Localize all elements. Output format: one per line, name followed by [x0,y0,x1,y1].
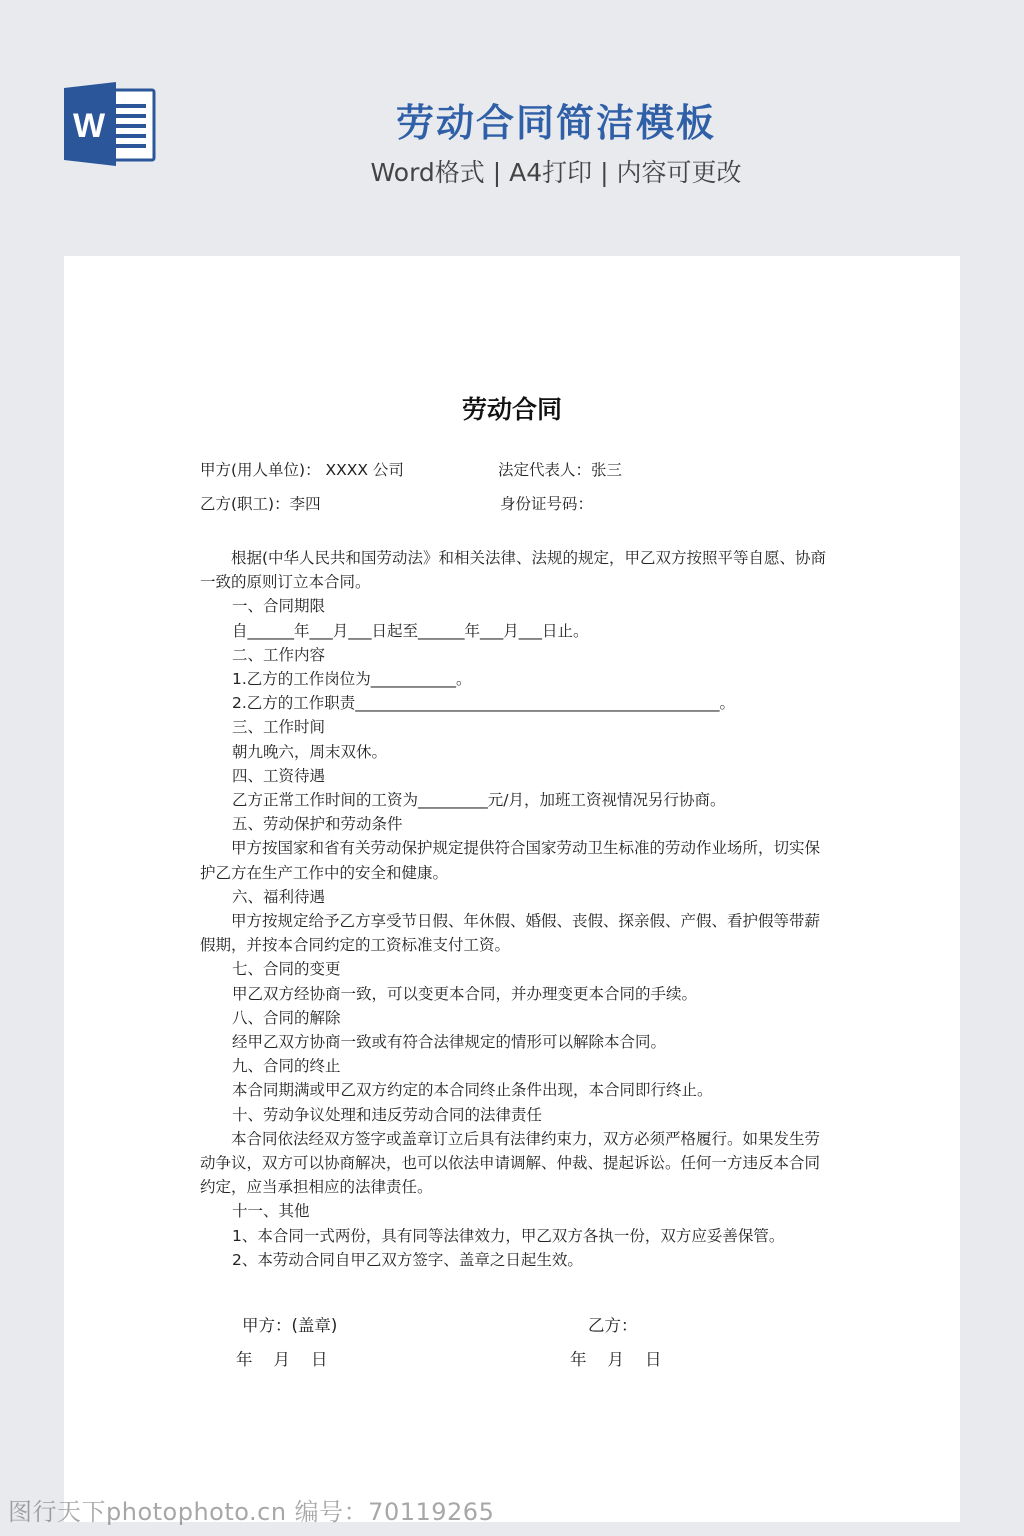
document-page [64,256,960,1522]
section-heading: 一、合同期限 [232,597,326,616]
contract-body [200,546,828,1272]
date-party-a: 年 月 日 [236,1350,328,1369]
section-text: 本合同期满或甲乙双方约定的本合同终止条件出现，本合同即行终止。 [232,1081,713,1100]
section-text: 自______年___月___日起至______年___月___日止。 [232,621,589,640]
header-subtitle: Word格式 | A4打印 | 内容可更改 [370,158,742,187]
section-text: 甲乙双方经协商一致，可以变更本合同，并办理变更本合同的手续。 [232,984,698,1003]
document-title: 劳动合同 [461,395,562,424]
preamble-paragraph: 根据(中华人民共和国劳动法》和相关法律、法规的规定，甲乙双方按照平等自愿、协商一致的原则订立本合同。 [200,549,827,592]
party-b: 乙方(职工)：李四 [200,495,321,513]
id-number: 身份证号码： [500,495,594,513]
section-text: 朝九晚六，周末双休。 [232,742,388,761]
section-heading: 十、劳动争议处理和违反劳动合同的法律责任 [232,1105,543,1124]
header [0,0,1024,256]
header-title: 劳动合同简洁模板 [395,101,716,145]
section-text: 1、本合同一式两份，具有同等法律效力，甲乙双方各执一份，双方应妥善保管。 [232,1226,785,1245]
section-heading: 六、福利待遇 [232,887,326,906]
section-heading: 七、合同的变更 [232,960,341,979]
section-heading: 二、工作内容 [232,645,326,664]
section-heading: 四、工资待遇 [232,766,326,785]
section-text: 经甲乙双方协商一致或有符合法律规定的情形可以解除本合同。 [232,1033,667,1052]
section-text: 甲方按国家和省有关劳动保护规定提供符合国家劳动卫生标准的劳动作业场所，切实保护乙方在生产工作中的安全和健康。 [200,839,821,882]
section-text: 本合同依法经双方签字或盖章订立后具有法律约束力，双方必须严格履行。如果发生劳动争议，双方可以协商解决，也可以依法申请调解、仲裁、提起诉讼。任何一方违反本合同约定，应当承担相应的法律责任。 [200,1129,821,1197]
watermark: 图行天下photophoto.cn 编号：70119265 [8,1498,495,1526]
section-heading: 三、工作时间 [232,718,326,737]
party-a: 甲方(用人单位)： XXXX 公司 [200,461,404,479]
signature-party-b: 乙方： [588,1316,638,1335]
legal-representative: 法定代表人：张三 [498,461,623,479]
section-text: 乙方正常工作时间的工资为_________元/月，加班工资视情况另行协商。 [232,791,726,810]
section-text: 2.乙方的工作职责_______________________________________________。 [232,694,736,713]
section-text: 2、本劳动合同自甲乙双方签字、盖章之日起生效。 [232,1250,583,1269]
date-party-b: 年 月 日 [570,1350,662,1369]
section-text: 甲方按规定给予乙方享受节日假、年休假、婚假、丧假、探亲假、产假、看护假等带薪假期，并按本合同约定的工资标准支付工资。 [200,912,821,955]
section-text: 1.乙方的工作岗位为___________。 [232,670,472,689]
section-heading: 十一、其他 [232,1202,310,1221]
section-heading: 八、合同的解除 [232,1008,341,1027]
section-heading: 九、合同的终止 [232,1057,341,1076]
section-heading: 五、劳动保护和劳动条件 [232,815,403,834]
signature-party-a: 甲方：(盖章) [242,1316,338,1335]
word-logo-icon [64,82,156,166]
logo-letter: W [72,107,106,145]
